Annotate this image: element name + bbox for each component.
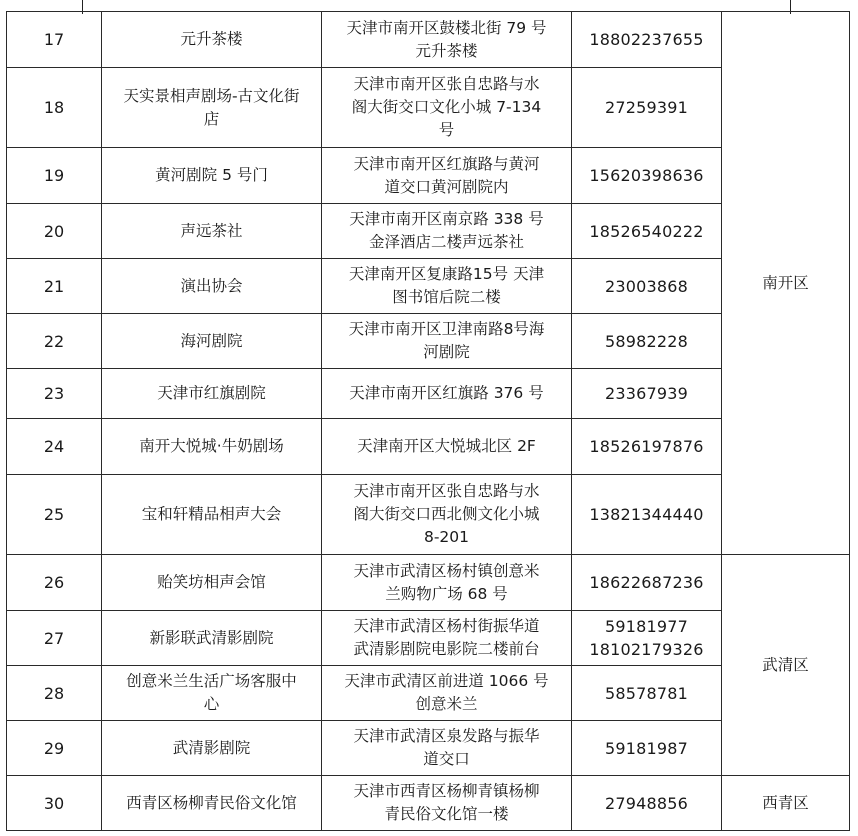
cell-line: 18102179326: [589, 640, 704, 659]
cell-line: 58578781: [604, 683, 689, 703]
venue-name: [102, 259, 322, 314]
cell-line: 59181977: [604, 617, 689, 636]
venue-name: [102, 148, 322, 204]
row-number: 26: [7, 555, 102, 611]
cell-line: 18526540222: [589, 221, 704, 241]
venue-phone: [572, 776, 722, 831]
venue-address: [322, 419, 572, 475]
cell-line: 18802237655: [589, 30, 704, 49]
cell-line: 元升茶楼: [415, 41, 478, 60]
row-number: 17: [7, 12, 102, 68]
cell-line: 15620398636: [589, 166, 704, 185]
cell-line: 18526197876: [589, 437, 704, 456]
cell-line: 南开大悦城·牛奶剧场: [139, 437, 284, 455]
cell-line: 天津市南开区张自忠路与水: [353, 75, 540, 93]
venue-phone: [572, 12, 722, 68]
venue-address: [322, 475, 572, 555]
cell-line: 天津南开区复康路15号 天津: [348, 265, 545, 283]
row-number: 23: [7, 369, 102, 419]
table-row: [7, 776, 850, 831]
cell-line: 13821344440: [589, 505, 704, 524]
cell-line: 道交口: [423, 750, 470, 768]
row-number: 21: [7, 259, 102, 314]
cell-line: 58982228: [604, 331, 689, 351]
district-cell: 武清区: [722, 555, 850, 776]
cell-line: 18622687236: [589, 573, 704, 592]
cell-line: 创意米兰: [415, 695, 478, 713]
venue-phone: [572, 666, 722, 721]
venue-name: [102, 12, 322, 68]
venue-phone: [572, 204, 722, 259]
cell-line: 27259391: [604, 98, 689, 117]
cell-line: 天津市南开区张自忠路与水: [353, 482, 540, 500]
venue-table: [6, 11, 850, 831]
cell-line: 道交口黄河剧院内: [384, 177, 509, 196]
cell-line: 金泽酒店二楼声远茶社: [368, 233, 524, 251]
row-number: 30: [7, 776, 102, 831]
district-cell: 西青区: [722, 776, 850, 831]
row-number: 24: [7, 419, 102, 475]
cell-line: 海河剧院: [180, 331, 243, 350]
venue-address: [322, 259, 572, 314]
venue-address: [322, 666, 572, 721]
row-number: 22: [7, 314, 102, 369]
cell-line: 创意米兰生活广场客服中: [126, 672, 297, 690]
venue-address: [322, 611, 572, 666]
venue-address: [322, 68, 572, 148]
venue-phone: [572, 611, 722, 666]
venue-address: [322, 776, 572, 831]
venue-name: [102, 666, 322, 721]
venue-name: [102, 475, 322, 555]
cell-line: 天津市西青区杨柳青镇杨柳: [353, 782, 540, 800]
cell-line: 元升茶楼: [180, 30, 243, 48]
cell-line: 天津南开区大悦城北区 2F: [357, 437, 536, 455]
row-number: 25: [7, 475, 102, 555]
venue-phone: [572, 259, 722, 314]
venue-phone: [572, 68, 722, 148]
cell-line: 59181987: [604, 738, 689, 758]
cell-line: 天津市武清区杨村镇创意米: [353, 561, 540, 580]
cell-line: 27948856: [604, 793, 689, 813]
venue-name: [102, 369, 322, 419]
cell-line: 声远茶社: [180, 221, 243, 240]
cell-line: 号: [438, 121, 455, 139]
cell-line: 天津市武清区泉发路与振华: [353, 727, 540, 745]
cell-line: 阁大街交口西北侧文化小城: [353, 505, 540, 523]
cell-line: 西青区杨柳青民俗文化馆: [126, 793, 297, 812]
venue-phone: [572, 555, 722, 611]
table-row: [7, 555, 850, 611]
venue-address: [322, 721, 572, 776]
venue-name: [102, 68, 322, 148]
cell-line: 天津市南开区红旗路与黄河: [353, 154, 540, 173]
district-cell: 南开区: [722, 12, 850, 555]
venue-address: [322, 204, 572, 259]
venue-phone: [572, 721, 722, 776]
cell-line: 天实景相声剧场-古文化街: [123, 86, 300, 105]
cell-line: 天津市南开区红旗路 376 号: [349, 384, 544, 402]
cell-line: 阁大街交口文化小城 7-134: [351, 98, 542, 116]
venue-phone: [572, 475, 722, 555]
venue-phone: [572, 419, 722, 475]
venue-name: [102, 776, 322, 831]
venue-name: [102, 314, 322, 369]
cell-line: 23003868: [604, 276, 689, 296]
cell-line: 天津市南开区鼓楼北街 79 号: [346, 18, 547, 37]
cell-line: 天津市武清区杨村街振华道: [353, 617, 540, 635]
venue-name: [102, 721, 322, 776]
row-number: 20: [7, 204, 102, 259]
cell-line: 天津市武清区前进道 1066 号: [344, 672, 549, 690]
row-number: 28: [7, 666, 102, 721]
venue-phone: [572, 314, 722, 369]
venue-name: [102, 419, 322, 475]
cell-line: 贻笑坊相声会馆: [157, 573, 266, 591]
cell-line: 武清影剧院: [172, 738, 251, 757]
venue-address: [322, 148, 572, 204]
venue-name: [102, 555, 322, 611]
cell-line: 图书馆后院二楼: [392, 288, 501, 306]
row-number: 27: [7, 611, 102, 666]
cell-line: 武清影剧院电影院二楼前台: [353, 640, 540, 658]
cell-line: 店: [203, 109, 220, 128]
row-number: 29: [7, 721, 102, 776]
cell-line: 天津市南开区卫津南路8号海: [348, 320, 545, 338]
cell-line: 河剧院: [423, 343, 470, 361]
table-row: [7, 12, 850, 68]
cell-line: 青民俗文化馆一楼: [384, 805, 509, 823]
row-number: 19: [7, 148, 102, 204]
venue-name: [102, 611, 322, 666]
cell-line: 演出协会: [180, 276, 243, 295]
venue-address: [322, 555, 572, 611]
venue-name: [102, 204, 322, 259]
cell-line: 天津市红旗剧院: [157, 384, 266, 402]
cell-line: 天津市南开区南京路 338 号: [349, 210, 544, 228]
venue-phone: [572, 148, 722, 204]
venue-phone: [572, 369, 722, 419]
cell-line: 兰购物广场 68 号: [385, 584, 508, 603]
venue-address: [322, 12, 572, 68]
cell-line: 23367939: [604, 384, 689, 403]
cell-line: 心: [203, 695, 220, 713]
venue-address: [322, 369, 572, 419]
cell-line: 黄河剧院 5 号门: [155, 166, 268, 184]
cell-line: 8-201: [423, 528, 470, 546]
venue-address: [322, 314, 572, 369]
cell-line: 宝和轩精品相声大会: [141, 505, 282, 523]
row-number: 18: [7, 68, 102, 148]
cell-line: 新影联武清影剧院: [149, 628, 274, 647]
venue-table-body: [7, 12, 850, 831]
